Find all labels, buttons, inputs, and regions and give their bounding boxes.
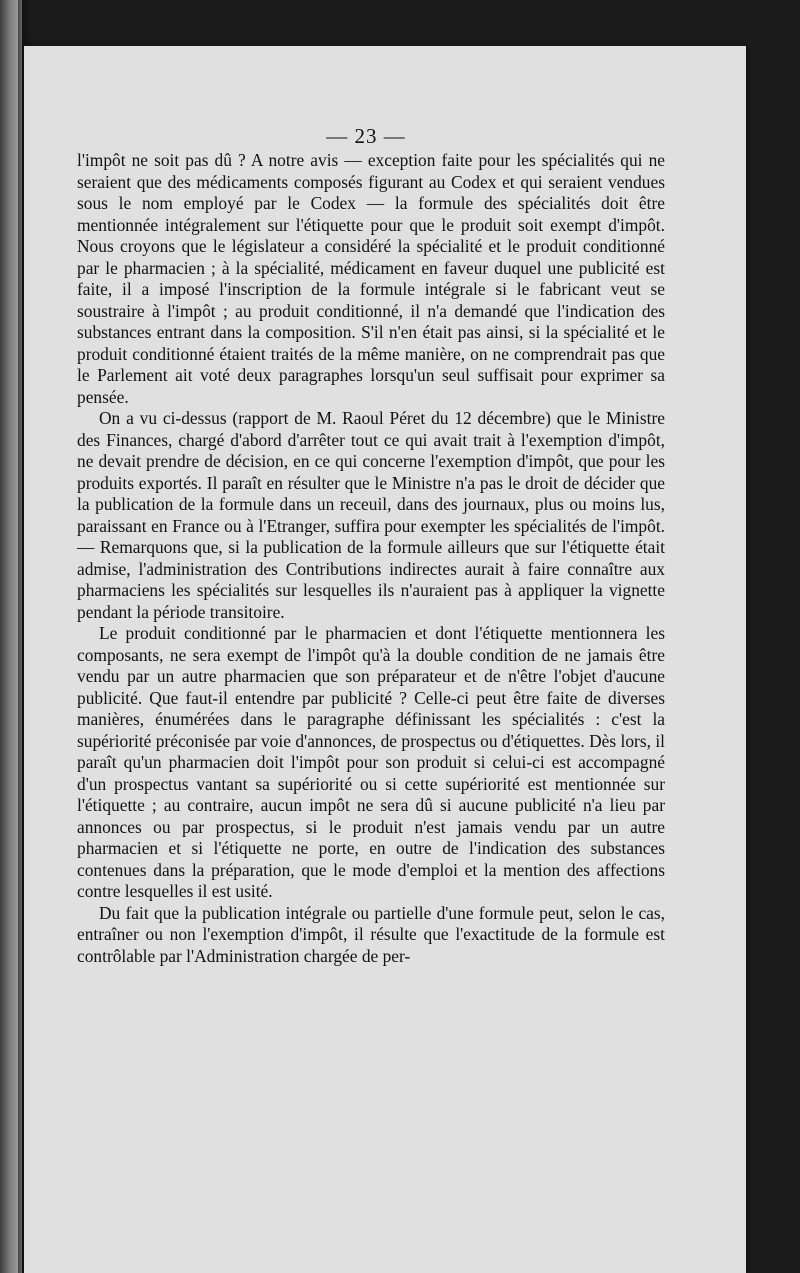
body-text — [77, 150, 665, 967]
paragraph-4: Du fait que la publication intégrale ou partielle d'une formule peut, selon le cas, entraîner ou non l'exemption d'impôt, il résulte que l'exactitude de la formule est contrôlable par l'Administration chargée de per- — [77, 902, 665, 966]
page-number: — 23 — — [326, 124, 406, 148]
book-page — [24, 46, 746, 1273]
paragraph-3: Le produit conditionné par le pharmacien et dont l'étiquette mentionnera les composants, ne sera exempt de l'impôt qu'à la double condition de ne jamais être vendu par un autre pharmacien que son préparateur et de n'être l'objet d'aucune publicité. Que faut-il entendre par publicité ? Celle-ci peut être faite de diverses manières, énumérées dans le paragraphe définissant les spécialités : c'est la supériorité préconisée par voie d'annonces, de prospectus ou d'étiquettes. Dès lors, il paraît qu'un pharmacien doit l'impôt pour son produit si celui-ci est accompagné d'un prospectus vantant sa supériorité ou si cette supériorité est mentionnée sur l'étiquette ; au contraire, aucun impôt ne sera dû si aucune publicité n'a lieu par annonces ou par prospectus, si le produit n'est jamais vendu par un autre pharmacien et si l'étiquette ne porte, en outre de l'indication des substances contenues dans la préparation, que le mode d'emploi et la mention des affections contre lesquelles il est usité. — [77, 623, 665, 901]
paragraph-2: On a vu ci-dessus (rapport de M. Raoul Péret du 12 décembre) que le Ministre des Finances, chargé d'abord d'arrêter tout ce qui avait trait à l'exemption d'impôt, ne devait prendre de décision, en ce qui concerne l'exemption d'impôt, que pour les produits exportés. Il paraît en résulter que le Ministre n'a pas le droit de décider que la publication de la formule dans un receuil, dans des journaux, plus ou moins lus, paraissant en France ou à l'Etranger, suffira pour exempter les spécialités de l'impôt. — Remarquons que, si la publication de la formule ailleurs que sur l'étiquette était admise, l'administration des Contributions indirectes aurait à faire connaître aux pharmaciens les spécialités sur lesquelles ils n'auraient pas à appliquer la vignette pendant la période transitoire. — [77, 408, 665, 622]
paragraph-1: l'impôt ne soit pas dû ? A notre avis — exception faite pour les spécialités qui ne seraient que des médicaments composés figurant au Codex et qui seraient vendues sous le nom employé par le Codex — la formule des spécialités doit être mentionnée intégralement sur l'étiquette pour que le produit soit exempt d'impôt. Nous croyons que le législateur a considéré la spécialité et le produit conditionné par le pharmacien ; à la spécialité, médicament en faveur duquel une publicité est faite, il a imposé l'inscription de la formule intégrale si le fabricant veut se soustraire à l'impôt ; au produit conditionné, il n'a demandé que l'indication des substances entrant dans la composition. S'il n'en était pas ainsi, si la spécialité et le produit conditionné étaient traités de la même manière, on ne comprendrait pas que le Parlement ait voté deux paragraphes lorsqu'un seul suffisait pour exprimer sa pensée. — [77, 150, 665, 407]
